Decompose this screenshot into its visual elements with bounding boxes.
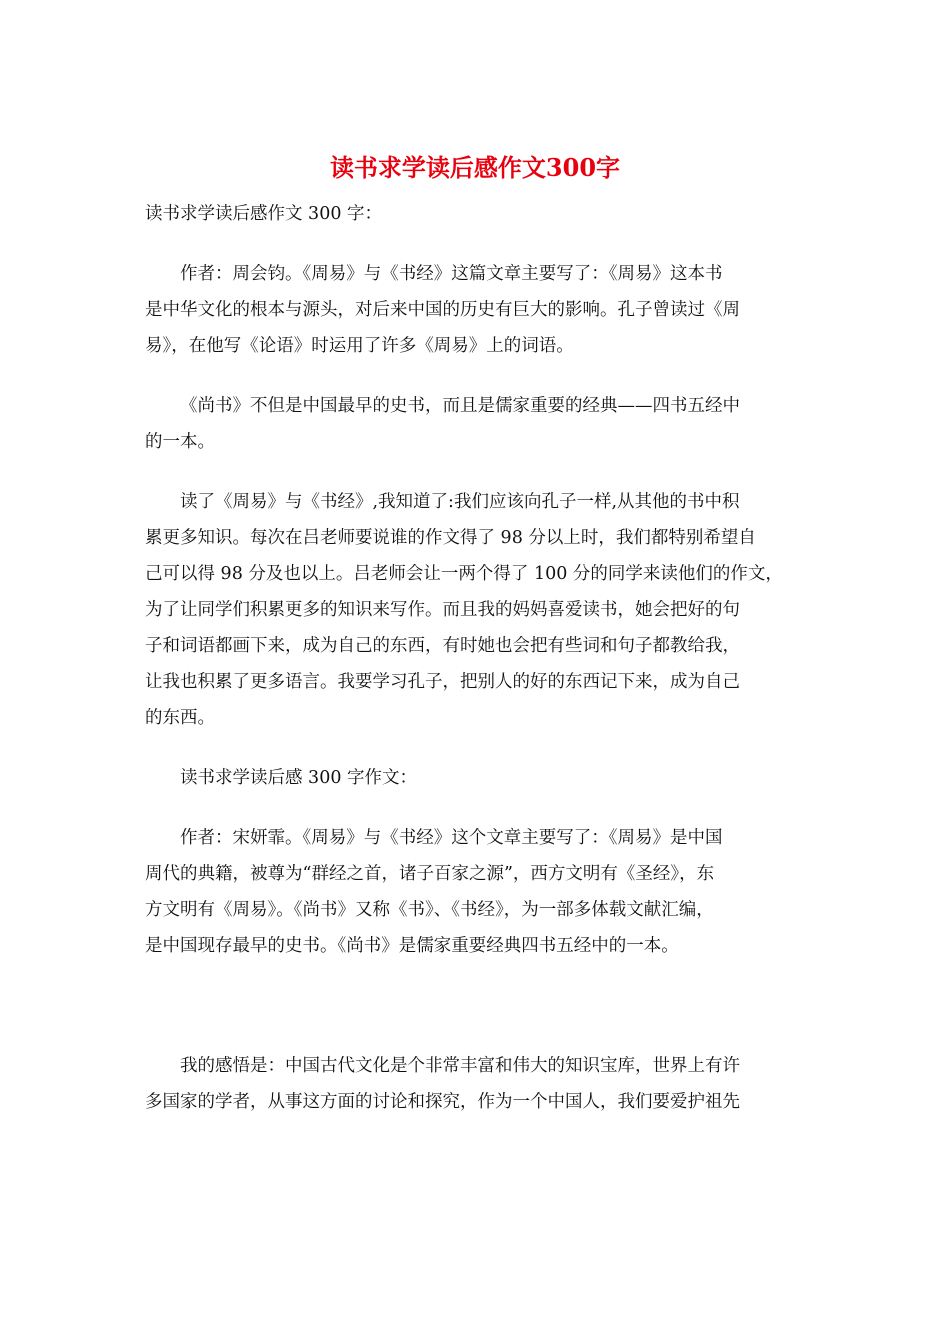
paragraph-4: 读书求学读后感 300 字作文： [180, 768, 418, 788]
paragraph-3: 读了《周易》与《书经》,我知道了:我们应该向孔子一样,从其他的书中积 累更多知识。每次在吕老师要说谁的作文得了 98 分以上时，我们都特别希望自 己可以得 98 分及也以上。吕老师会让一两个得了 100 分的同学来读他们的作文， 为了让同学们积累更多的知识来写作。而且我的妈妈喜爱读书，她会把好的句 子和词语都画下来，成为自己的东西，有时她也会把有些词和句子都教给我， 让我也积累了更多语言。我要学习孔子，把别人的好的东西记下来，成为自己 的东西。 [145, 492, 783, 728]
paragraph-1: 作者：周会钧。《周易》与《书经》这篇文章主要写了：《周易》这本书 是中华文化的根本与源头，对后来中国的历史有巨大的影响。孔子曾读过《周 易》，在他写《论语》时运用了许多《周易》上的词语。 [145, 264, 740, 356]
document-title: 读书求学读后感作文300字 [329, 153, 621, 182]
paragraph-2: 《尚书》不但是中国最早的史书，而且是儒家重要的经典——四书五经中 的一本。 [145, 396, 740, 452]
paragraph-5: 作者：宋妍霏。《周易》与《书经》这个文章主要写了：《周易》是中国 周代的典籍，被尊为“群经之首，诸子百家之源”，西方文明有《圣经》，东 方文明有《周易》。《尚书》又称《书》、《书经》，为一部多体载文献汇编， 是中国现存最早的史书。《尚书》是儒家重要经典四书五经中的一本。 [145, 828, 723, 956]
document-subtitle: 读书求学读后感作文 300 字： [145, 204, 383, 224]
document-body [145, 196, 805, 1120]
paragraph-6: 我的感悟是：中国古代文化是个非常丰富和伟大的知识宝库，世界上有许 多国家的学者，从事这方面的讨论和探究，作为一个中国人，我们要爱护祖先 [145, 1056, 740, 1112]
